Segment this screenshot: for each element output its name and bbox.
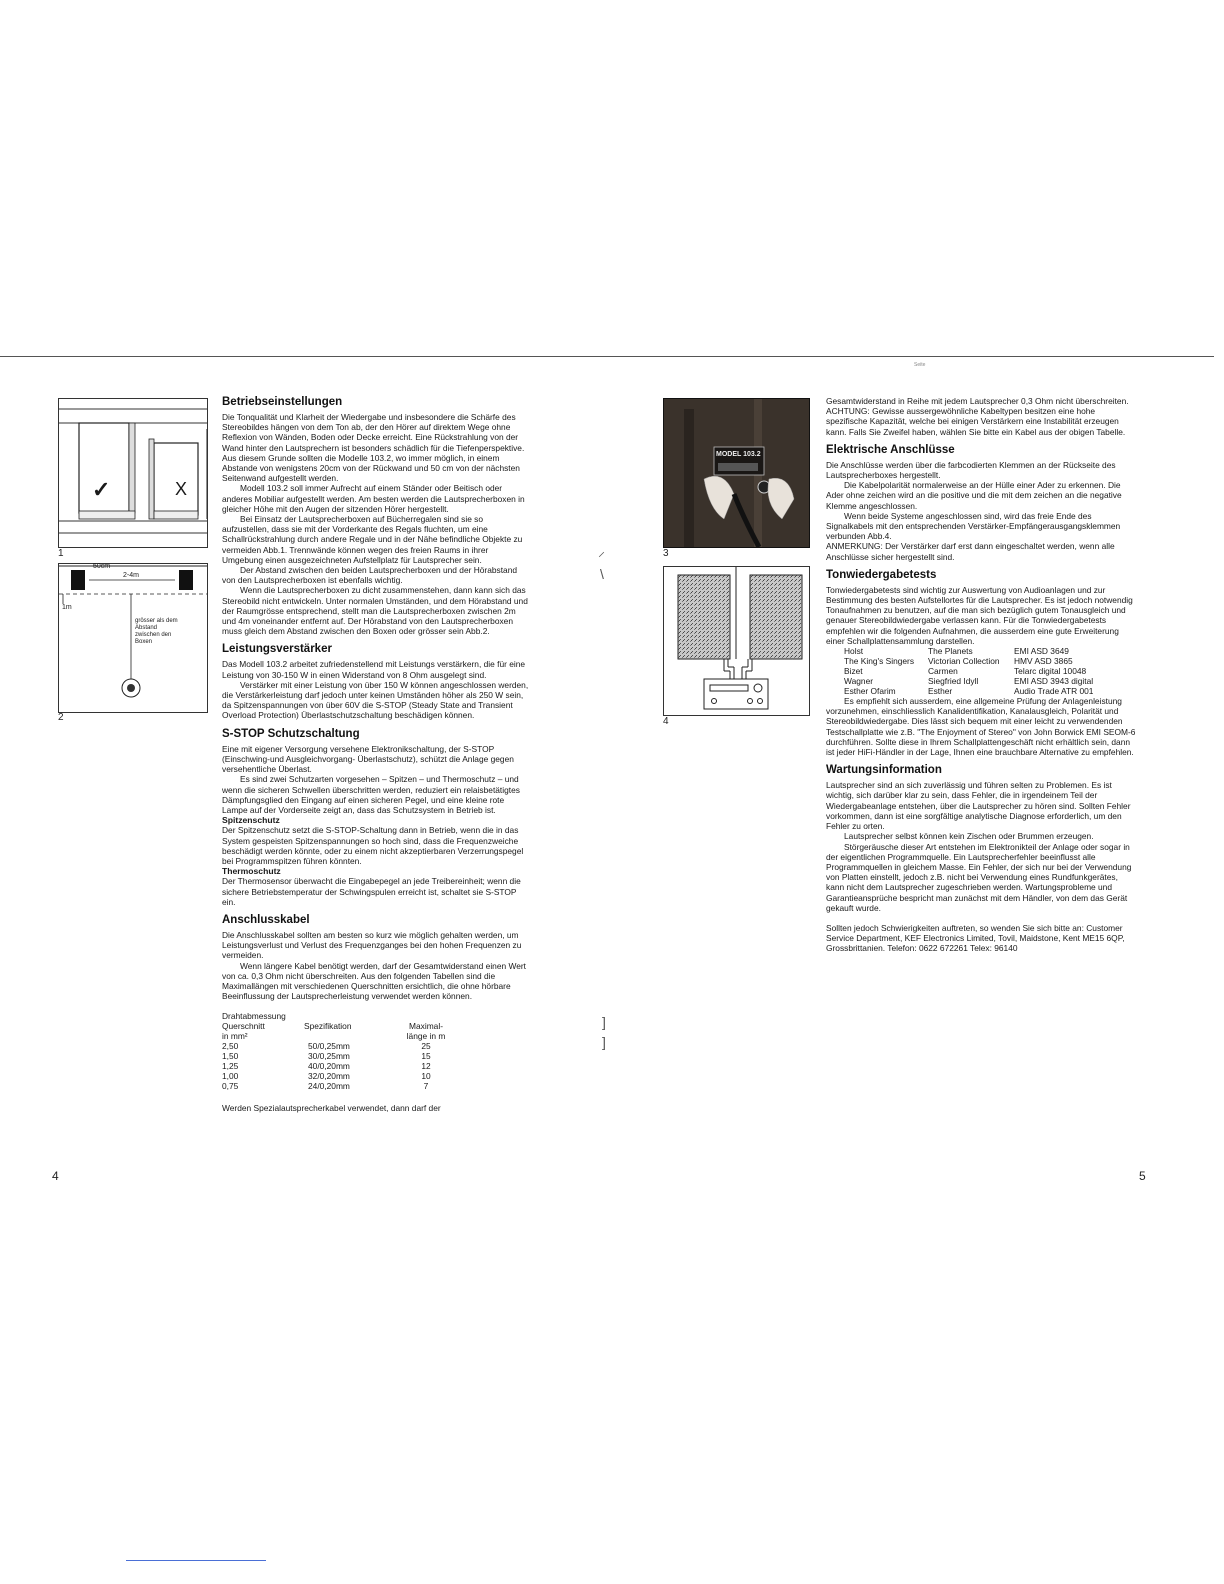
table-row [222,1051,456,1061]
table-cell: Victorian Collection [928,656,1000,667]
table-cell: Wagner [844,676,874,687]
paragraph: Der Spitzenschutz setzt die S-STOP-Schaltung dann in Betrieb, wenn die in das System gespeisten Spitzenspannungen so hoch sind, dass die Frequenzweiche beschädigt werden könnte, oder zu einem nicht akzeptierbaren Verzerrungspegel bei Programmspitzen führen könnten. [222,825,524,866]
paragraph: ANMERKUNG: Der Verstärker darf erst dann eingeschaltet werden, wenn alle Anschlüsse sicher hergestellt sind. [826,541,1115,562]
page-number-left: 4 [52,1169,59,1183]
table-cell: EMI ASD 3649 [1014,646,1069,657]
table-header: in mm² [222,1031,248,1042]
table-cell: 25 [421,1041,431,1052]
table-cell: EMI ASD 3943 digital [1014,676,1094,687]
label-1m: 1m [62,604,72,611]
table-cell: Holst [844,646,864,657]
bookshelf-illustration [59,399,207,547]
table-cell: 1,50 [222,1051,239,1062]
records-table [844,646,1105,696]
cross-mark: X [175,479,188,499]
label-50cm: 50cm [93,563,111,570]
section-title-tonwieder: Tonwiedergabetests [826,568,937,581]
table-cell: The Planets [928,646,973,657]
table-cell: 1,00 [222,1071,239,1082]
paragraph: Der Abstand zwischen den beiden Lautsprecherboxen und der Hörabstand von den Lautsprecherboxen ist ebenfalls wichtig. [222,565,518,586]
figure-3-label: 3 [663,548,669,559]
table-header: Drahtabmessung [222,1011,286,1022]
right-text-column [826,396,1138,954]
figure-1-bookshelf [58,398,208,548]
paragraph: Die Anschlüsse werden über die farbcodierten Klemmen an der Rückseite des Lautsprecherboxes hergestellt. [826,459,1116,481]
contact-paragraph: Sollten jedoch Schwierigkeiten auftreten, so wenden Sie sich bitte an: Customer Service Department, KEF Electronics Limited, Tovil, Maidstone, Kent ME15 6QP, Grossbrittanien. Telefon: 0622 672261 Telex: 96140 [826,922,1125,954]
section-title-elektrisch: Elektrische Anschlüsse [826,443,955,456]
scan-mark-icon: ] [602,1014,606,1030]
table-cell: Audio Trade ATR 001 [1014,686,1094,697]
wiring-diagram [664,567,809,715]
table-header: länge in m [406,1031,446,1042]
paragraph: ACHTUNG: Gewisse aussergewöhnliche Kabeltypen besitzen eine hohe spezifische Kapazität, welche bei einigen Verstärkern eine Instabilität erzeugen kann. Falls Sie Zweifel haben, wählen Sie bitte ein Kabel aus der obigen Tabelle. [826,406,1126,437]
paragraph: Werden Spezialautsprecherkabel verwendet, dann darf der [222,1103,441,1114]
paragraph: Es empfiehlt sich ausserdem, eine allgemeine Prüfung der Anlagenleistung vorzunehmen, einschliesslich Kanalidentifikation, Kanalausgleich, Polarität und Stereobildwiedergabe. Dies lässt sich bequem mit einer leicht zu verwendenden Testschallplatte wie z.B. "The Enjoyment of Stereo" von John Borwick EMI SEOM-6 durchführen. Sollte diese in Ihrem Schallplattengeschäft nicht erhältlich sein, dann ist jeder HiFi-Händler in der Lage, Ihnen eine brauchbare Alternative zu empfehlen. [826,696,1136,758]
table-row [222,1071,456,1081]
table-row [222,1041,456,1051]
paragraph: Wenn längere Kabel benötigt werden, darf der Gesamtwiderstand einen Wert von ca. 0,3 Ohm nicht überschreiten. Aus den folgenden Tabellen sind die Maximallängen mit verschiedenen Querschnitten ersichtlich, die ohne hörbare Beeinflussung der Lautsprecherleistung verwendet werden können. [222,960,527,1002]
table-row [844,686,1105,696]
paragraph: Modell 103.2 soll immer Aufrecht auf einem Ständer oder Beitisch oder anderes Mobiliar aufgestellt werden. Am besten werden die Lautsprecherboxen in gleicher Höhe mit den Augen der sitzenden Hörer hergestellt. [222,483,525,514]
figure-4-wiring [663,566,810,716]
bottom-underline [126,1560,266,1561]
table-header: Querschnitt [222,1021,265,1032]
page-number-right: 5 [1139,1169,1146,1183]
label-2-4m: 2-4m [123,572,139,579]
scan-mark-icon: ⸝ [598,543,605,559]
scan-mark-icon: \ [600,566,604,582]
distance-note: grösser als dem Abstand zwischen den Boxen [135,618,178,645]
table-header: Maximal- [409,1021,443,1032]
paragraph: Der Thermosensor überwacht die Eingabepegel an jede Treibereinheit; wenn die sichere Betriebstemperatur der Schwingspulen erreicht ist, schaltet sie S-STOP ein. [222,876,521,907]
placement-diagram [59,564,207,712]
figure-1-label: 1 [58,548,64,559]
table-cell: 32/0,20mm [308,1071,350,1082]
paragraph: Gesamtwiderstand in Reihe mit jedem Lautsprecher 0,3 Ohm nicht überschreiten. [826,396,1129,406]
table-cell: 1,25 [222,1061,239,1072]
paragraph: Die Tonqualität und Klarheit der Wiedergabe und insbesondere die Schärfe des Stereobildes hängen von dem Ton ab, der den Hörer auf direktem Wege ohne Reflexion von Wänden, Boden oder Decke erreicht. Eine Rückstrahlung von der Wand hinter den Lautsprechern ist besonders schädlich für die Tiefenperspektive. Aus diesem Grunde sollten die Modelle 103.2, wo immer möglich, in einem Abstande von wenigstens 20cm von der Rückwand und 50 cm von der nächsten Seitenwand aufgestellt werden. [222,412,525,484]
section-title-betrieb: Betriebseinstellungen [222,396,343,408]
section-title-sstop: S-STOP Schutzschaltung [222,727,360,740]
figure-2-label: 2 [58,712,64,723]
section-title-kabel: Anschlusskabel [222,913,310,926]
paragraph: Es sind zwei Schutzarten vorgesehen – Spitzen – und Thermoschutz – und wenn die sicheren Schwellen überschritten werden, reduziert ein relaisbetätigtes Dämpfungsglied den Eingang auf einen sicheren Pegel, und eine kleine rote Lampe auf der Vorderseite zeigt an, dass das Schutzsystem in Betrieb ist. [222,774,520,815]
table-cell: 12 [421,1061,431,1072]
paragraph: Verstärker mit einer Leistung von über 150 W können angeschlossen werden, die Verstärkerleistung darf jedoch unter keinen Umständen höher als 250 W sein, da Spitzenspannungen von über 60V die S-STOP (Steady State and Transient Overload Protection) Überlastschutzschaltung beschädigen können. [222,679,529,721]
paragraph: Das Modell 103.2 arbeitet zufriedenstellend mit Leistungs verstärkern, die für eine Leistung von 30-150 W in einen Widerstand von 8 Ohm ausgelegt sind. [222,659,526,680]
table-row [222,1061,456,1071]
table-cell: 0,75 [222,1081,239,1092]
table-row [222,1081,456,1091]
table-header: Spezifikation [304,1021,352,1032]
table-row [844,676,1105,686]
table-cell: Bizet [844,666,863,677]
table-cell: Siegfried Idyll [928,676,979,687]
figure-3-photo [663,398,810,548]
table-cell: Esther [928,686,953,697]
table-cell: 40/0,20mm [308,1061,350,1072]
subheading-thermoschutz: Thermoschutz [222,866,281,877]
table-row [844,656,1105,666]
cable-spec-table [222,1011,456,1091]
header-mark: Seite [914,362,926,368]
paragraph: Eine mit eigener Versorgung versehene Elektronikschaltung, der S-STOP (Einschwing-und Ausgleichvorgang- Überlastschutz), schützt die Anlage gegen versehentliche Überlast. [222,743,514,775]
left-text-column [222,396,530,1114]
section-title-leistung: Leistungsverstärker [222,643,332,656]
paragraph: Die Anschlusskabel sollten am besten so kurz wie möglich gehalten werden, um Leistungsverlust und Verlust des Frequenzganges bei den hohen Frequenzen zu vermeiden. [222,929,522,961]
table-cell: 15 [421,1051,431,1062]
scan-mark-icon: ] [602,1034,606,1050]
paragraph: Wenn beide Systeme angeschlossen sind, wird das freie Ende des Signalkabels mit den entsprechenden Verstärker-Empfängerausgangsklemmen verbunden Abb.4. [826,510,1121,542]
terminal-photo [664,399,809,547]
table-cell: 2,50 [222,1041,239,1052]
table-cell: Telarc digital 10048 [1014,666,1087,677]
check-mark: ✓ [92,477,111,502]
table-cell: 30/0,25mm [308,1051,350,1062]
paragraph: Die Kabelpolarität normalerweise an der Hülle einer Ader zu erkennen. Die Ader ohne zeichen wird an die positive und die mit dem zeichen an die negative Klemme angeschlossen. [826,480,1122,511]
table-cell: Esther Ofarim [844,686,896,697]
paragraph: Lautsprecher sind an sich zuverlässig und führen selten zu Problemen. Es ist wichtig, sich darüber klar zu sein, dass Fehler, die in irgendeinem Teil der Wiedergabeanlage entstehen, über die Lautsprecher zu hören sind. Sollten Fehler vorkommen, dann ist eine sorgfältige analytische Diagnose erforderlich, um den Fehler zu orten. [826,780,1131,832]
paragraph: Lautsprecher selbst können kein Zischen oder Brummen erzeugen. [844,831,1094,842]
table-cell: 10 [421,1071,431,1082]
table-cell: The King's Singers [844,656,915,667]
table-cell: 7 [423,1081,429,1092]
subheading-spitzenschutz: Spitzenschutz [222,815,280,826]
figure-2-placement [58,563,208,713]
paragraph: Störgeräusche dieser Art entstehen im Elektronikteil der Anlage oder sogar in der eigentlichen Programmquelle. Ein Lautsprecherfehler beeinflusst alle Programmquellen in gleichem Masse. Ein Fehler, der sich nur bei der Verwendung von Platten einstellt, jedoch z.B. nicht bei Verwendung eines Rundfunkgerätes, kann nicht dem Lautsprecher zugeschrieben werden. Wartungsprobleme und Garantieansprüche bespricht man zunächst mit dem Händler, von dem das Gerät gekauft wurde. [826,841,1132,913]
table-cell: Carmen [928,666,958,677]
table-row [844,646,1105,656]
model-plate: MODEL 103.2 [716,451,761,458]
section-title-wartung: Wartungsinformation [826,764,942,777]
table-row [844,666,1105,676]
table-cell: 50/0,25mm [308,1041,350,1052]
table-cell: 24/0,20mm [308,1081,350,1092]
figure-4-label: 4 [663,716,669,727]
paragraph: Bei Einsatz der Lautsprecherboxen auf Bücherregalen sind sie so aufzustellen, dass sie mit der Vorderkante des Regals fluchten, um eine Schallrückstrahlung durch andere Regale und in der Nähe befindliche Objekte zu vermeiden Abb.1. Trennwände können wegen des freien Raums in ihrer Umgebung einen ausgezeichneten Aufstellplatz für Lautsprecher sein. [222,514,523,565]
paragraph: Tonwiedergabetests sind wichtig zur Auswertung von Audioanlagen und zur Bestimmung des besten Aufstellortes für die Lautsprecher. Es ist jedoch notwendig Tonaufnahmen zu benutzen, auf die man sich bezüglich gutem Tonausgleich und genauer Stereobildwiedergabe verlassen kann. Für die Tonwiedergabetests empfehlen wir die folgenden Aufnahmen, die ausserdem eine gute Erweiterung einer Schallplattensammlung darstellen. [826,584,1133,646]
paragraph: Wenn die Lautsprecherboxen zu dicht zusammenstehen, dann kann sich das Stereobild nicht entwickeln. Unter normalen Umständen, und dem Hörabstand und der Raumgrösse entsprechend, stellt man die Lautsprecherboxen zwischen 2m und 4m voneinander entfernt auf. Der Hörabstand von den Lautsprecherboxen muss gleich dem Abstand zwischen den Boxen oder grösser sein Abb.2. [222,585,528,637]
fold-line [0,356,1214,357]
table-cell: HMV ASD 3865 [1014,656,1073,667]
